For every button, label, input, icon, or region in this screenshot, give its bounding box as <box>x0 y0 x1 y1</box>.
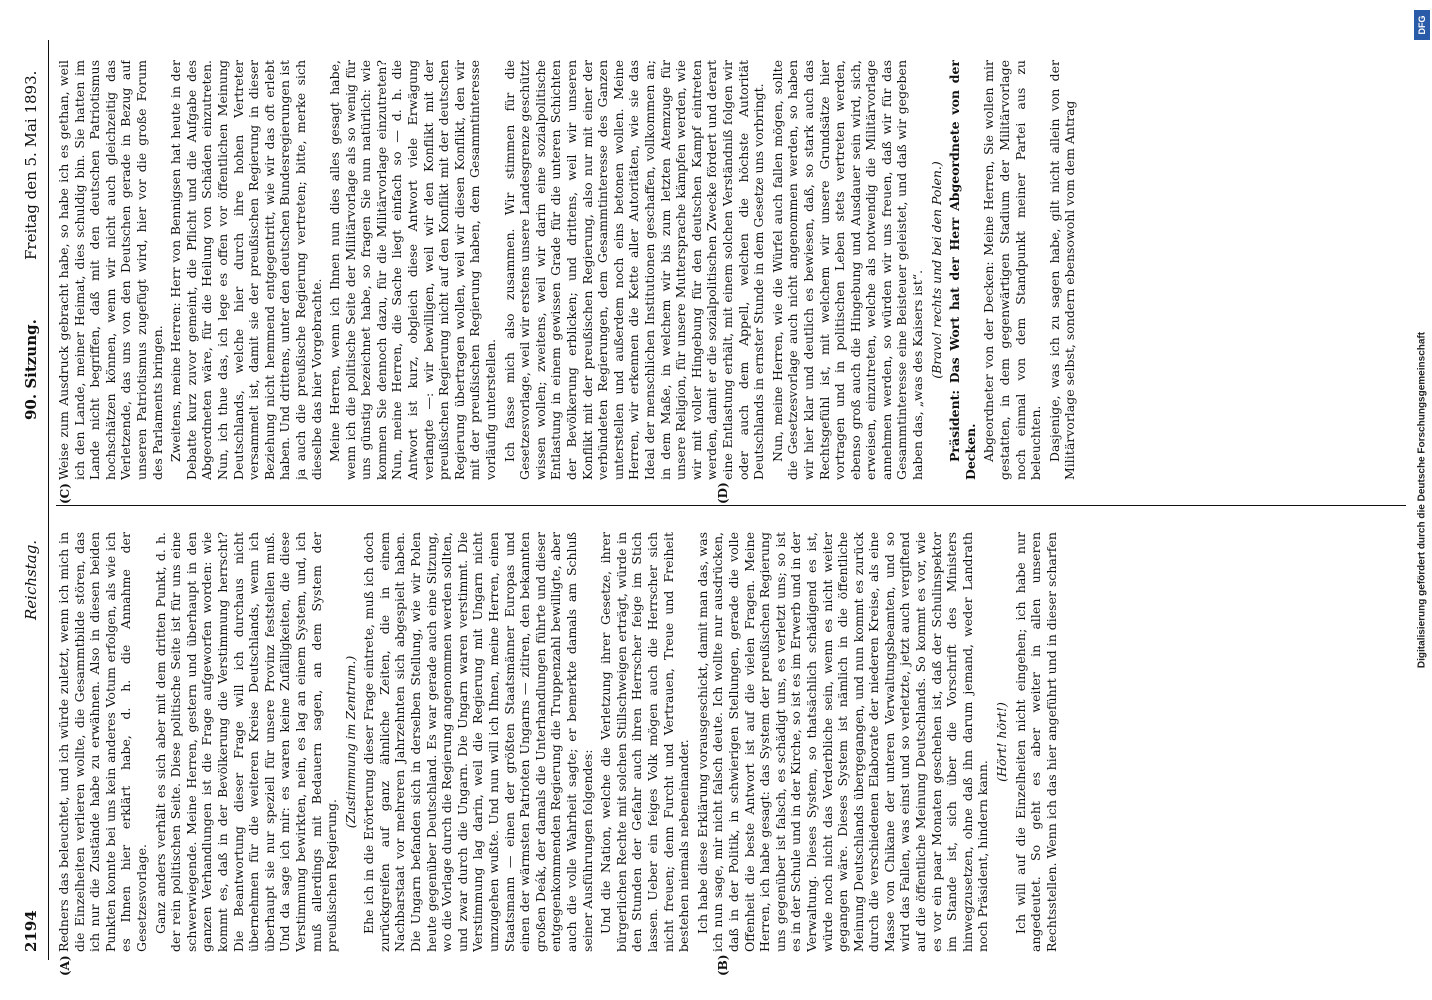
paragraph: Zweitens, meine Herren: Herr von Bennigsen hat heute in der Debatte kurz zuvor gemeint, die Pflicht und die Aufgabe des Abgeordneten wäre, für die Heilung von Schäden einzutreten. Nun, ich thue das, ich lege es offen vor öffentlichen Meinung Deutschlands, welche hier durch ihre hohen Vertreter versammelt ist, damit sie der preußischen Regierung in dieser Beziehung nicht hemmend entgegentritt, wie wir das oft erlebt haben. Und drittens, unter den deutschen Bundesregierungen ist ja auch die preußische Regierung vertreten; bitte, merke sich dieselbe das hier Vorgebrachte. <box>168 60 324 480</box>
margin-letter-d: (D) <box>716 482 730 504</box>
running-title: Reichstag. <box>22 539 40 620</box>
paragraph: Ich will auf die Einzelheiten nicht eingehen; ich habe nur angedeutet. So geht es aber weiter in allen unseren Rechtsstellen. Wenn ich das hier angeführt und in dieser scharfen <box>1012 532 1059 952</box>
paragraph: Ganz anders verhält es sich aber mit dem dritten Punkt, d. h. der rein politischen Seite. Diese politische Seite ist für uns eine schwerwiegende. Meine Herren, gestern und überhaupt in den ganzen Verhandlungen ist die Frage aufgeworfen worden: wie kommt es, daß in der Bevölkerung die Verstimmung herrscht? Die Beantwortung dieser Frage will ich durchaus nicht übernehmen für die weiteren Kreise Deutschlands, wenn ich überhaupt sie nur speziell für unsere Provinz feststellen muß. Und da sage ich mir: es waren keine Zufälligkeiten, die diese Verstimmung bewirkten, nein, es lag an einem System, und, ich muß allerdings mit Bedauern sagen, an dem System der preußischen Regierung. <box>152 532 340 952</box>
paragraph: Nun, meine Herren, wie die Würfel auch fallen mögen, sollte die Gesetzesvorlage auch nicht angenommen werden, so haben wir hier klar und deutlich es bewiesen, daß, so stark auch das Rechtsgefühl ist, mit welchem wir unsere Grundsätze hier vortragen und in politischen Leben stets vertreten werden, ebenso groß auch die Hingebung und Ausdauer sein wird, sich, erweisen, einzutreten, welche als notwendig die Militärvorlage annehmen werden, so würden wir uns freuen, daß wir für das Gesammtinteresse eine Beisteuer geleistet, und daß wir gegeben haben das, „was des Kaisers ist“. <box>769 60 926 480</box>
paragraph: Dasjenige, was ich zu sagen habe, gilt nicht allein von der Militärvorlage selbst, sondern ebensowohl vom dem Antrag <box>1046 60 1078 480</box>
paragraph-continued: Weise zum Ausdruck gebracht habe, so habe ich es gethan, weil ich den Lande, meiner Heimat, dies schuldig bin. Sie hatten im Lande nicht begriffen, daß mit den deutschen Patriotismus hochschätzen können, wenn wir nicht auch gleichzeitig das Verletzende, das uns von den Deutschen gerade in Bezug auf unseren Patriotismus zugefügt wird, hier vor die große Forum des Parlaments bringen. <box>56 60 165 480</box>
margin-letter-b: (B) <box>716 954 730 976</box>
rotated-document-page <box>16 20 1416 980</box>
text-column-left <box>56 532 1406 952</box>
paragraph-continued: Redners das beleuchtet, und ich würde zuletzt, wenn ich mich in die Einzelheiten verlieren wollte, die Gesammtbilde stören, das ich nur die Zustände habe zu erwähnen. Also in diesen beiden Punkten konnte bei uns kein anderes Votum erfolgen, als wie ich es Ihnen hier erklärt habe, d. h. die Annahme der Gesetzesvorlage. <box>56 532 149 952</box>
funding-strip <box>1412 0 1432 1000</box>
interjection: (Zustimmung im Zentrum.) <box>342 655 358 829</box>
session-date: Freitag den 5. Mai 1893. <box>22 70 40 260</box>
funding-notice: Digitalisierung gefördert durch die Deutsche Forschungsgemeinschaft <box>1416 331 1428 669</box>
paragraph: Ich fasse mich also zusammen. Wir stimmen für die Gesetzesvorlage, weil wir erstens unsere Landesgrenze geschützt wissen wollen; zweitens, weil wir darin eine sozialpolitische Entlastung in einem gewissen Grade für die unteren Schichten der Bevölkerung erblicken; und drittens, weil wir unseren Konflikt mit der preußischen Regierung, also nur mit einer der verbündeten Regierungen, dem Gesammtinteresse des Ganzen unterstellen und außerdem noch eins betonen wollen. Meine Herren, wir erkennen die Kette aller Autoritäten, wie sie das Ideal der menschlichen Institutionen geschaffen, vollkommen an; in dem Maße, in welchem wir bis zum letzten Atemzuge für unsere Religion, für unsere Muttersprache kämpfen werden, wie wir mit voller Hingebung für den deutschen Kampf eintreten werden, damit er die sozialpolitischen Zwecke fördert und derart eine Entlastung erhält, mit einem solchen Verständniß folgen wir oder auch dem Appell, welchen die höchste Autorität Deutschlands in ernster Stunde in dem Gesetze uns vorbringt. <box>501 60 767 480</box>
dfg-logo-text: DFG <box>1417 15 1427 35</box>
dfg-logo <box>1414 10 1430 40</box>
header-rule <box>48 40 49 960</box>
paragraph: Und die Nation, welche die Verletzung ihrer Gesetze, ihrer bürgerlichen Rechte mit solchen Stillschweigen erträgt, würde in den Stunden der Gefahr auch ihren Herrscher feige im Stich lassen. Ueber ein feiges Volk mögen auch die Herrscher sich nicht freuen; denn Furcht und Vertrauen, Treue und Freiheit bestehen niemals nebeneinander. <box>598 532 692 952</box>
interjection: (Bravo! rechts und bei den Polen.) <box>928 161 944 379</box>
column-divider <box>56 505 1406 506</box>
paragraph: Ehe ich in die Erörterung dieser Frage eintrete, muß ich doch zurückgreifen auf ganz ähnliche Zeiten, die in einem Nachbarstaat vor mehreren Jahrzehnten sich abgespielt haben. Die Ungarn befanden sich in derselben Stellung, wie wir Polen heute gegenüber Deutschland. Es war gerade auch eine Sitzung, wo die Vorlage durch die Regierung angenommen werden sollten, und zwar durch die Ungarn. Die Ungarn waren verstimmt. Die Verstimmung lag darin, weil die Regierung mit Ungarn nicht umzugehen wußte. Und nun will ich Ihnen, meine Herren, einen Staatsmann — einen der größten Staatsmänner Europas und einen der wärmsten Patrioten Ungarns — zitiren, den bekannten großen Deák, der damals die Unterhandlungen führte und dieser entgegenkommenden Regierung die Truppenzahl bewilligte, aber auch die volle Wahrheit sagte; er bemerkte damals am Schluß seiner Ausführungen folgendes: <box>361 532 595 952</box>
margin-letter-c: (C) <box>58 483 72 504</box>
page-number: 2194 <box>22 910 40 952</box>
paragraph: Abgeordneter von der Decken: Meine Herren, Sie wollen mir gestatten, in dem gegenwärtigen Stadium der Militärvorlage noch einmal von dem Standpunkt meiner Partei aus zu beleuchten. <box>981 60 1044 480</box>
paragraph: Ich habe diese Erklärung vorausgeschickt, damit man das, was ich nun sage, mir nicht falsch deute. Ich wollte nur ausdrücken, daß in der Politik, in schwierigen Stellungen, gerade die volle Offenheit die beste Antwort ist auf die vielen Fragen. Meine Herren, ich habe gesagt: das System der preußischen Regierung uns gegenüber ist falsch, es schädigt uns, es verletzt uns; so ist es in der Schule und in der Kirche, so ist es im Erwerb und in der Verwaltung. Dieses System, so thatsächlich schädigend es ist, würde noch nicht das Verderbliche sein, wenn es nicht weiter gegangen wäre. Dieses System ist nämlich in die öffentliche Meinung Deutschlands übergegangen, und nun kommt es zurück durch die verschiedenen Elaborate der niederen Kreise, als eine Masse von Chikane der unteren Verwaltungsbeamten, und so wird das Fallen, was einst und so verletzte, jetzt auch vergiftend auf die öffentliche Meinung Deutschlands. So kommt es vor, wie es vor ein paar Monaten geschehen ist, daß der Schulinspektor im Stande ist, sich über die Vorschrift des Ministers hinwegzusetzen, ohne daß ihn darum jemand, weder Landrath noch Präsident, hindern kann. <box>694 532 991 952</box>
margin-letter-a: (A) <box>58 955 72 976</box>
session-label: 90. Sitzung. <box>22 319 40 420</box>
speaker-paragraph: Präsident: Das Wort hat der Herr Abgeordnete von der Decken. <box>947 60 978 480</box>
text-column-right <box>56 60 1406 480</box>
page-header <box>22 20 44 980</box>
paragraph: Meine Herren, wenn ich Ihnen nun dies alles gesagt habe, wenn ich die politische Seite der Militärvorlage als so wenig für uns günstig bezeichnet habe, so fragen Sie nun natürlich: wie kommen Sie dennoch dazu, für die Militärvorlage einzutreten? Nun, meine Herren, die Sache liegt einfach so — d. h. die Antwort ist kurz, obgleich diese Antwort viele Erwägung verlangte —: wir bewilligen, weil wir den Konflikt mit der preußischen Regierung nicht auf den Konflikt mit der deutschen Regierung übertragen wollen, weil wir diesen Konflikt, den wir mit der preußischen Regierung haben, dem Gesammtinteresse vorläufig unterstellen. <box>327 60 499 480</box>
interjection: (Hört! hört!) <box>994 702 1010 782</box>
